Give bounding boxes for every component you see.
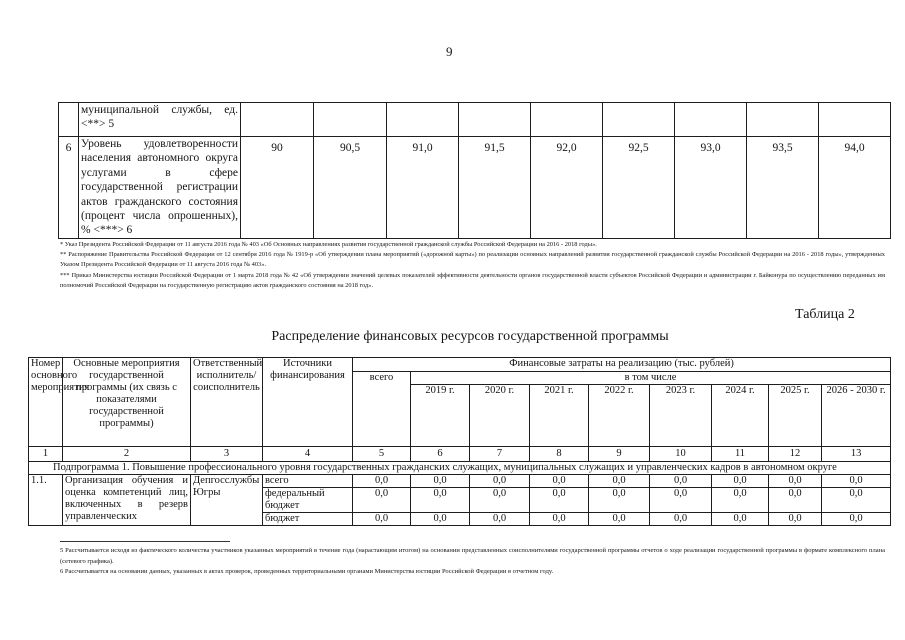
column-header-number: Номер основного мероприятия: [29, 358, 63, 447]
column-header-financing: Финансовые затраты на реализацию (тыс. рублей): [353, 358, 891, 372]
column-header-year: 2025 г.: [769, 385, 822, 447]
table-row: [59, 103, 891, 137]
footnote-divider: [60, 541, 230, 542]
table-row: [29, 475, 891, 488]
value-cell: 0,0: [411, 475, 470, 488]
value-cell: 0,0: [353, 475, 411, 488]
section-title: Распределение финансовых ресурсов государственной программы: [271, 329, 669, 344]
value-cell: 0,0: [712, 488, 769, 513]
value-cell: 0,0: [589, 475, 650, 488]
indicators-table: [58, 102, 891, 239]
subprogram-title: Подпрограмма 1. Повышение профессионального уровня государственных гражданских служащих, муниципальных служащих и управленческих кадров в автономном округе: [29, 462, 891, 475]
column-number: 8: [530, 447, 589, 462]
column-header-year: 2019 г.: [411, 385, 470, 447]
value-cell: 92,0: [531, 137, 603, 239]
column-header-year: 2020 г.: [470, 385, 530, 447]
column-number: 7: [470, 447, 530, 462]
column-number: 12: [769, 447, 822, 462]
column-number: 4: [263, 447, 353, 462]
value-cell: 0,0: [769, 488, 822, 513]
financing-table: [28, 357, 891, 526]
subprogram-row: [29, 462, 891, 475]
value-cell: 91,5: [459, 137, 531, 239]
source-cell: федеральный бюджет: [263, 488, 353, 513]
table-caption: Таблица 2: [795, 307, 855, 322]
column-number-row: [29, 447, 891, 462]
column-header-activity: Основные мероприятия государственной программы (их связь с показателями государственной программы): [63, 358, 191, 447]
column-header-year: 2026 - 2030 г.: [822, 385, 891, 447]
value-cell: 0,0: [769, 475, 822, 488]
column-header-total: всего: [353, 372, 411, 447]
footnote: * Указ Президента Российской Федерации от 11 августа 2016 года № 403 «Об Основных направлениях развития государственной гражданской службы Российской Федерации на 2016 - 2018 годы».: [60, 241, 597, 248]
value-cell: 0,0: [530, 513, 589, 526]
value-cell: 0,0: [650, 513, 712, 526]
value-cell: 0,0: [650, 475, 712, 488]
column-number: 5: [353, 447, 411, 462]
footnote: 5 Рассчитывается исходя из фактического количества участников указанных мероприятий в течение года (нарастающим итогом) на основании представленных соисполнителями государственной программы отчетов о ходе реализации государственной программы в формате комплексного плана (сетевого графика).: [60, 547, 885, 565]
footnote: ** Распоряжение Правительства Российской Федерации от 12 сентября 2016 года № 1919-р «Об утверждении плана мероприятий («дорожной карты») по реализации основных направлений развития государственной гражданской службы Российской Федерации на 2016 - 2018 годы», утвержденных Указом Президента Российской Федерации от 11 августа 2016 года № 403».: [60, 251, 885, 269]
column-number: 6: [411, 447, 470, 462]
column-header-year: 2022 г.: [589, 385, 650, 447]
value-cell: 0,0: [470, 475, 530, 488]
value-cell: 0,0: [530, 475, 589, 488]
value-cell: 0,0: [589, 513, 650, 526]
column-header-year: 2021 г.: [530, 385, 589, 447]
indicator-name-cell: Уровень удовлетворенности населения автономного округа услугами в сфере государственной регистрации актов гражданского состояния (процент числа опрошенных), % <***> 6: [79, 137, 241, 239]
column-number: 11: [712, 447, 769, 462]
column-number: 1: [29, 447, 63, 462]
column-number: 3: [191, 447, 263, 462]
value-cell: 0,0: [470, 488, 530, 513]
value-cell: 0,0: [822, 513, 891, 526]
value-cell: 93,5: [747, 137, 819, 239]
column-header-responsible: Ответственный исполнитель/ соисполнитель: [191, 358, 263, 447]
value-cell: 90: [241, 137, 314, 239]
value-cell: 0,0: [353, 488, 411, 513]
activity-name-cell: Организация обучения и оценка компетенций лиц, включенных в резерв управленческих: [63, 475, 191, 526]
indicator-name-cell: муниципальной службы, ед. <**> 5: [79, 103, 241, 137]
table-row: [59, 137, 891, 239]
responsible-cell: Депгосслужбы Югры: [191, 475, 263, 526]
value-cell: 0,0: [769, 513, 822, 526]
column-number: 9: [589, 447, 650, 462]
header-row: [29, 358, 891, 372]
source-cell: бюджет: [263, 513, 353, 526]
footnotes: [60, 240, 885, 291]
column-number: 13: [822, 447, 891, 462]
value-cell: 0,0: [712, 475, 769, 488]
value-cell: 0,0: [530, 488, 589, 513]
column-header-including: в том числе: [411, 372, 891, 385]
value-cell: 92,5: [603, 137, 675, 239]
footnote: *** Приказ Министерства юстиции Российской Федерации от 1 марта 2018 года № 42 «Об утверждении значений целевых показателей эффективности деятельности органов государственной власти субъектов Российской Федерации и администрации г. Байконура по осуществлению переданных им полномочий Российской Федерации на государственную регистрацию актов гражданского состояния на 2018 год».: [60, 271, 885, 289]
column-header-year: 2024 г.: [712, 385, 769, 447]
value-cell: 0,0: [470, 513, 530, 526]
column-header-source: Источники финансирования: [263, 358, 353, 447]
source-cell: всего: [263, 475, 353, 488]
value-cell: 90,5: [314, 137, 387, 239]
value-cell: 0,0: [353, 513, 411, 526]
value-cell: 94,0: [819, 137, 891, 239]
column-number: 2: [63, 447, 191, 462]
value-cell: 0,0: [411, 488, 470, 513]
value-cell: 93,0: [675, 137, 747, 239]
value-cell: 0,0: [822, 475, 891, 488]
value-cell: 0,0: [712, 513, 769, 526]
value-cell: 0,0: [822, 488, 891, 513]
page-number: 9: [446, 44, 453, 59]
value-cell: 0,0: [589, 488, 650, 513]
column-number: 10: [650, 447, 712, 462]
column-header-year: 2023 г.: [650, 385, 712, 447]
value-cell: 91,0: [387, 137, 459, 239]
footnote: 6 Рассчитывается на основании данных, указанных в актах проверок, проведенных территориальными органами Министерства юстиции Российской Федерации в отчетном году.: [60, 568, 554, 575]
row-number-cell: 1.1.: [29, 475, 63, 526]
value-cell: 0,0: [411, 513, 470, 526]
value-cell: 0,0: [650, 488, 712, 513]
row-number-cell: 6: [59, 137, 79, 239]
page-footnotes: [60, 541, 885, 578]
